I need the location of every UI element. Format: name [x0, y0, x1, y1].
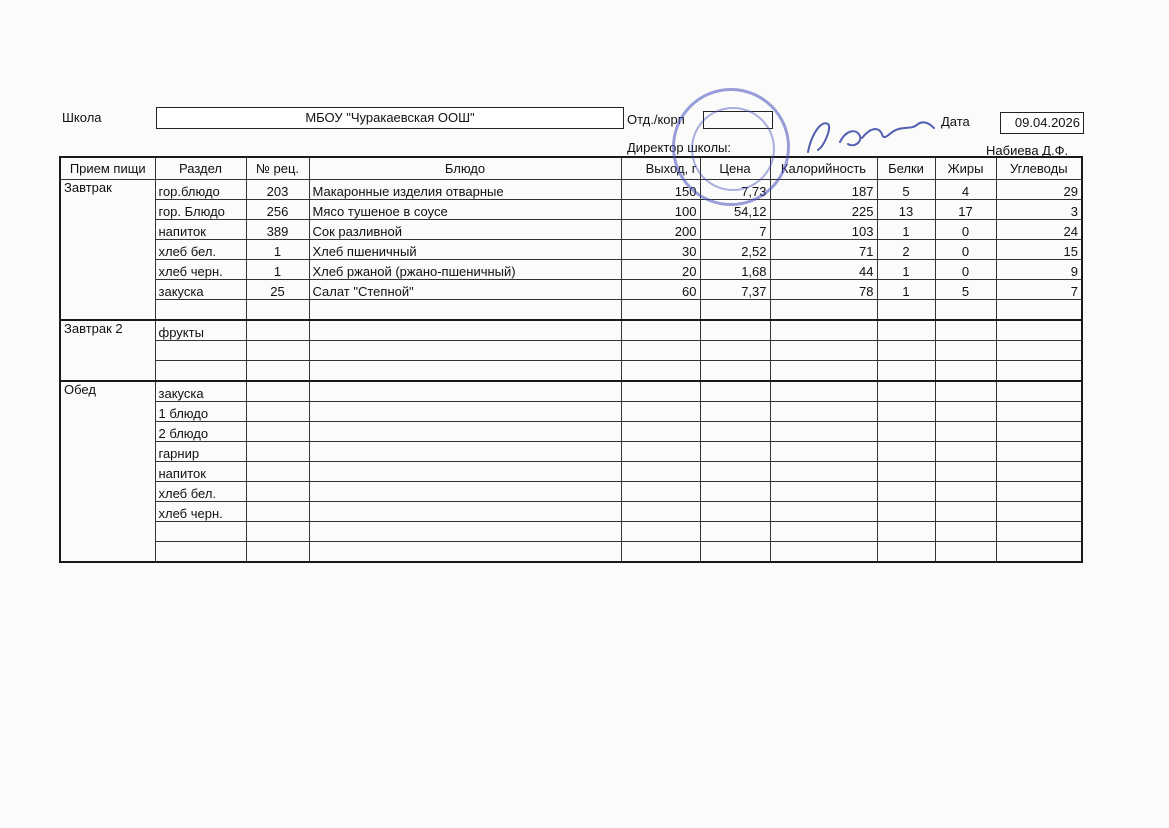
- fat-cell: 17: [935, 200, 996, 220]
- recipe-cell: [246, 502, 309, 522]
- section-cell: 2 блюдо: [155, 422, 246, 442]
- fat-cell: 0: [935, 260, 996, 280]
- price-cell: [700, 361, 770, 382]
- price-cell: 54,12: [700, 200, 770, 220]
- table-row: [60, 542, 1082, 563]
- yield-cell: 30: [621, 240, 700, 260]
- yield-cell: 60: [621, 280, 700, 300]
- carbs-cell: [996, 542, 1082, 563]
- kcal-cell: [770, 522, 877, 542]
- price-cell: 7,37: [700, 280, 770, 300]
- recipe-cell: [246, 300, 309, 321]
- table-row: [60, 361, 1082, 382]
- fat-cell: [935, 381, 996, 402]
- fat-cell: 0: [935, 220, 996, 240]
- school-name-field: МБОУ "Чуракаевская ООШ": [156, 107, 624, 129]
- carbs-cell: [996, 482, 1082, 502]
- table-row: [60, 280, 1082, 300]
- section-cell: гарнир: [155, 442, 246, 462]
- fat-cell: [935, 320, 996, 341]
- section-cell: фрукты: [155, 320, 246, 341]
- kcal-cell: [770, 320, 877, 341]
- fat-cell: [935, 402, 996, 422]
- yield-cell: [621, 442, 700, 462]
- table-row: [60, 522, 1082, 542]
- director-name: Набиева Д.Ф.: [986, 143, 1069, 158]
- yield-cell: [621, 320, 700, 341]
- table-row: [60, 341, 1082, 361]
- fat-cell: 5: [935, 280, 996, 300]
- menu-table-body: [60, 180, 1082, 563]
- kcal-cell: [770, 381, 877, 402]
- dish-cell: [309, 502, 621, 522]
- price-cell: [700, 381, 770, 402]
- fat-cell: [935, 442, 996, 462]
- yield-cell: [621, 300, 700, 321]
- price-cell: 2,52: [700, 240, 770, 260]
- price-cell: [700, 542, 770, 563]
- table-row: [60, 502, 1082, 522]
- carbs-cell: [996, 300, 1082, 321]
- table-row: [60, 442, 1082, 462]
- table-row: [60, 402, 1082, 422]
- dept-label: Отд./корп: [627, 112, 685, 127]
- protein-cell: [877, 402, 935, 422]
- column-header-meal: Прием пищи: [60, 157, 155, 180]
- dish-cell: Салат "Степной": [309, 280, 621, 300]
- yield-cell: [621, 482, 700, 502]
- yield-cell: 200: [621, 220, 700, 240]
- section-cell: напиток: [155, 462, 246, 482]
- kcal-cell: [770, 422, 877, 442]
- dish-cell: Мясо тушеное в соусе: [309, 200, 621, 220]
- table-row: [60, 462, 1082, 482]
- column-header-protein: Белки: [877, 157, 935, 180]
- carbs-cell: 7: [996, 280, 1082, 300]
- protein-cell: [877, 300, 935, 321]
- recipe-cell: [246, 542, 309, 563]
- section-cell: [155, 522, 246, 542]
- recipe-cell: 389: [246, 220, 309, 240]
- protein-cell: 2: [877, 240, 935, 260]
- recipe-cell: [246, 462, 309, 482]
- section-cell: хлеб бел.: [155, 240, 246, 260]
- recipe-cell: [246, 381, 309, 402]
- protein-cell: [877, 482, 935, 502]
- meal-name-cell: Завтрак 2: [60, 320, 155, 381]
- protein-cell: [877, 341, 935, 361]
- fat-cell: [935, 462, 996, 482]
- protein-cell: 1: [877, 220, 935, 240]
- recipe-cell: [246, 320, 309, 341]
- dish-cell: [309, 542, 621, 563]
- carbs-cell: 3: [996, 200, 1082, 220]
- protein-cell: 1: [877, 280, 935, 300]
- yield-cell: [621, 542, 700, 563]
- price-cell: [700, 442, 770, 462]
- yield-cell: 150: [621, 180, 700, 200]
- section-cell: [155, 341, 246, 361]
- yield-cell: [621, 402, 700, 422]
- recipe-cell: 1: [246, 260, 309, 280]
- yield-cell: [621, 422, 700, 442]
- section-cell: 1 блюдо: [155, 402, 246, 422]
- fat-cell: 0: [935, 240, 996, 260]
- kcal-cell: [770, 542, 877, 563]
- fat-cell: 4: [935, 180, 996, 200]
- dish-cell: [309, 422, 621, 442]
- table-row: [60, 422, 1082, 442]
- dish-cell: Сок разливной: [309, 220, 621, 240]
- table-row: [60, 200, 1082, 220]
- recipe-cell: [246, 341, 309, 361]
- carbs-cell: [996, 442, 1082, 462]
- fat-cell: [935, 341, 996, 361]
- section-cell: хлеб бел.: [155, 482, 246, 502]
- table-row: [60, 180, 1082, 200]
- table-row: [60, 300, 1082, 321]
- carbs-cell: [996, 341, 1082, 361]
- section-cell: гор. Блюдо: [155, 200, 246, 220]
- column-header-fat: Жиры: [935, 157, 996, 180]
- yield-cell: [621, 341, 700, 361]
- yield-cell: [621, 381, 700, 402]
- price-cell: [700, 422, 770, 442]
- column-header-recipe: № рец.: [246, 157, 309, 180]
- fat-cell: [935, 300, 996, 321]
- protein-cell: [877, 320, 935, 341]
- table-row: [60, 260, 1082, 280]
- kcal-cell: 78: [770, 280, 877, 300]
- fat-cell: [935, 482, 996, 502]
- carbs-cell: [996, 522, 1082, 542]
- carbs-cell: 29: [996, 180, 1082, 200]
- dish-cell: [309, 300, 621, 321]
- table-row: [60, 240, 1082, 260]
- section-cell: напиток: [155, 220, 246, 240]
- menu-table: [59, 156, 1083, 563]
- carbs-cell: [996, 422, 1082, 442]
- section-cell: хлеб черн.: [155, 502, 246, 522]
- section-cell: хлеб черн.: [155, 260, 246, 280]
- table-row: [60, 220, 1082, 240]
- date-label: Дата: [941, 114, 970, 129]
- section-cell: закуска: [155, 381, 246, 402]
- yield-cell: 20: [621, 260, 700, 280]
- section-cell: [155, 542, 246, 563]
- school-stamp: [672, 88, 790, 206]
- director-label: Директор школы:: [627, 140, 731, 155]
- protein-cell: [877, 422, 935, 442]
- carbs-cell: 9: [996, 260, 1082, 280]
- recipe-cell: [246, 482, 309, 502]
- section-cell: [155, 300, 246, 321]
- price-cell: [700, 522, 770, 542]
- column-header-price: Цена: [700, 157, 770, 180]
- kcal-cell: [770, 341, 877, 361]
- recipe-cell: [246, 522, 309, 542]
- kcal-cell: [770, 300, 877, 321]
- dish-cell: Хлеб ржаной (ржано-пшеничный): [309, 260, 621, 280]
- recipe-cell: 203: [246, 180, 309, 200]
- protein-cell: [877, 442, 935, 462]
- yield-cell: [621, 462, 700, 482]
- protein-cell: [877, 542, 935, 563]
- carbs-cell: [996, 320, 1082, 341]
- table-row: [60, 482, 1082, 502]
- price-cell: 1,68: [700, 260, 770, 280]
- kcal-cell: 71: [770, 240, 877, 260]
- yield-cell: [621, 522, 700, 542]
- fat-cell: [935, 361, 996, 382]
- protein-cell: [877, 522, 935, 542]
- dish-cell: [309, 381, 621, 402]
- fat-cell: [935, 522, 996, 542]
- price-cell: [700, 320, 770, 341]
- price-cell: [700, 482, 770, 502]
- section-cell: гор.блюдо: [155, 180, 246, 200]
- kcal-cell: 103: [770, 220, 877, 240]
- kcal-cell: [770, 402, 877, 422]
- dish-cell: [309, 341, 621, 361]
- date-field: 09.04.2026: [1000, 112, 1084, 134]
- recipe-cell: [246, 402, 309, 422]
- column-header-section: Раздел: [155, 157, 246, 180]
- dish-cell: [309, 462, 621, 482]
- recipe-cell: 256: [246, 200, 309, 220]
- recipe-cell: [246, 442, 309, 462]
- school-stamp-inner: [691, 107, 775, 191]
- carbs-cell: 24: [996, 220, 1082, 240]
- protein-cell: 1: [877, 260, 935, 280]
- carbs-cell: [996, 402, 1082, 422]
- dish-cell: [309, 402, 621, 422]
- carbs-cell: [996, 462, 1082, 482]
- section-cell: [155, 361, 246, 382]
- dish-cell: [309, 482, 621, 502]
- price-cell: 7,73: [700, 180, 770, 200]
- dish-cell: Хлеб пшеничный: [309, 240, 621, 260]
- carbs-cell: 15: [996, 240, 1082, 260]
- dish-cell: [309, 361, 621, 382]
- price-cell: [700, 402, 770, 422]
- recipe-cell: 1: [246, 240, 309, 260]
- protein-cell: 13: [877, 200, 935, 220]
- protein-cell: [877, 361, 935, 382]
- yield-cell: [621, 502, 700, 522]
- fat-cell: [935, 542, 996, 563]
- carbs-cell: [996, 502, 1082, 522]
- dish-cell: [309, 442, 621, 462]
- column-header-carbs: Углеводы: [996, 157, 1082, 180]
- price-cell: 7: [700, 220, 770, 240]
- protein-cell: 5: [877, 180, 935, 200]
- kcal-cell: [770, 442, 877, 462]
- carbs-cell: [996, 381, 1082, 402]
- kcal-cell: 44: [770, 260, 877, 280]
- school-label: Школа: [62, 110, 102, 125]
- carbs-cell: [996, 361, 1082, 382]
- fat-cell: [935, 502, 996, 522]
- dish-cell: [309, 320, 621, 341]
- protein-cell: [877, 502, 935, 522]
- meal-name-cell: Обед: [60, 381, 155, 562]
- meal-name-cell: Завтрак: [60, 180, 155, 321]
- column-header-kcal: Калорийность: [770, 157, 877, 180]
- kcal-cell: [770, 462, 877, 482]
- dish-cell: Макаронные изделия отварные: [309, 180, 621, 200]
- kcal-cell: 187: [770, 180, 877, 200]
- protein-cell: [877, 462, 935, 482]
- section-cell: закуска: [155, 280, 246, 300]
- protein-cell: [877, 381, 935, 402]
- price-cell: [700, 341, 770, 361]
- price-cell: [700, 300, 770, 321]
- recipe-cell: [246, 422, 309, 442]
- price-cell: [700, 502, 770, 522]
- yield-cell: [621, 361, 700, 382]
- kcal-cell: [770, 361, 877, 382]
- yield-cell: 100: [621, 200, 700, 220]
- fat-cell: [935, 422, 996, 442]
- recipe-cell: [246, 361, 309, 382]
- column-header-yield: Выход, г: [621, 157, 700, 180]
- recipe-cell: 25: [246, 280, 309, 300]
- director-signature: [800, 112, 940, 162]
- kcal-cell: 225: [770, 200, 877, 220]
- table-row: [60, 381, 1082, 402]
- price-cell: [700, 462, 770, 482]
- table-row: [60, 320, 1082, 341]
- dish-cell: [309, 522, 621, 542]
- column-header-dish: Блюдо: [309, 157, 621, 180]
- kcal-cell: [770, 482, 877, 502]
- kcal-cell: [770, 502, 877, 522]
